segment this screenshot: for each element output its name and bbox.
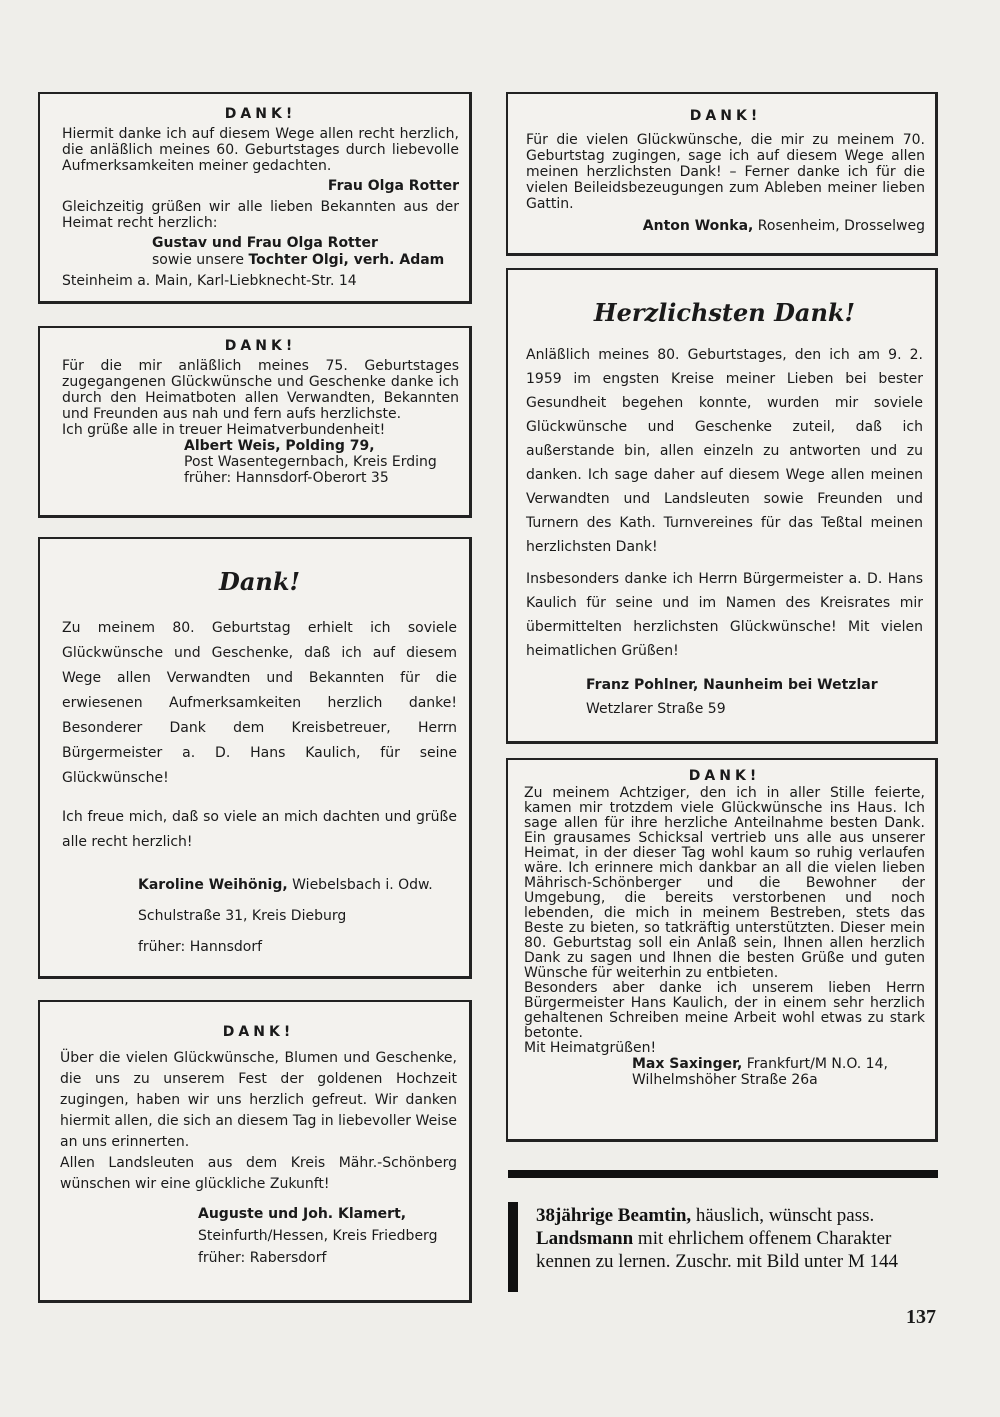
notice-text: Für die mir anläßlich meines 75. Geburtstages zugegangenen Glückwünsche und Geschenke danke ich durch den Heimatboten allen Verwandten, Bekannten und Freunden aus nah und fern aufs herzlichste. — [62, 358, 459, 422]
ad-bold-text: 38jährige Beamtin, — [536, 1205, 692, 1226]
notice-text: Zu meinem Achtziger, den ich in aller Stille feierte, kamen mir trotzdem viele Glückwünsche ins Haus. Ich sage allen für ihre herzliche Anteilnahme besten Dank. Ein grausames Schicksal vertrieb uns alle aus unserer Heimat, in der dieser Tag wohl kaum so ruhig verlaufen wäre. Ich erinnere mich dankbar an all die vielen lieben Mährisch-Schönberger und die Bewohner der Umgebung, die bereits verstorbenen und noch lebenden, die mich in meinem Bestreben, stets das Beste zu bieten, so tatkräftig unterstützten. Dieser mein 80. Geburtstag soll ein Anlaß sein, Ihnen allen herzlich Dank zu sagen und Ihnen die besten Grüße und guten Wünsche für weiterhin zu entbieten. — [524, 785, 925, 981]
signature-address: Steinheim a. Main, Karl-Liebknecht-Str. 14 — [62, 273, 357, 289]
ad-bold-text: Landsmann — [536, 1228, 634, 1249]
notice-text: Allen Landsleuten aus dem Kreis Mähr.-Schönberg wünschen wir eine glückliche Zukunft! — [60, 1155, 457, 1192]
signature-address: früher: Rabersdorf — [198, 1250, 327, 1266]
dank-notice-rotter — [38, 92, 472, 304]
notice-text: Gleichzeitig grüßen wir alle lieben Bekannten aus der Heimat recht herzlich: — [62, 199, 459, 231]
signature-address: Wetzlarer Straße 59 — [586, 701, 726, 717]
notice-text: Insbesonders danke ich Herrn Bürgermeister a. D. Hans Kaulich für seine und im Namen des Kreisrates mir übermittelten herzlichsten Glückwünsche! Mit vielen heimatlichen Grüßen! — [526, 571, 923, 659]
dank-notice-wonka — [506, 92, 938, 256]
notice-text: Für die vielen Glückwünsche, die mir zu meinem 70. Geburtstag zugingen, sage ich auf diesem Wege allen meinen herzlichsten Dank! – Ferner danke ich für die vielen Beileidsbezeugungen zum Ableben meiner lieben Gattin. — [526, 132, 925, 212]
ad-side-bar — [508, 1202, 518, 1292]
signature-name: Anton Wonka, — [642, 218, 754, 234]
signature-line — [62, 252, 459, 269]
notice-text: Ich grüße alle in treuer Heimatverbundenheit! — [62, 422, 386, 438]
signature-line — [524, 1056, 925, 1072]
ad-text: mit ehrlichem offenem Charakter kennen zu lernen. Zuschr. mit Bild unter M 144 — [536, 1228, 898, 1272]
signature-name: Frau Olga Rotter — [327, 178, 459, 194]
dank-notice-saxinger — [506, 758, 938, 1142]
signature-line — [62, 873, 457, 898]
signature-address: Post Wasentegernbach, Kreis Erding — [184, 454, 437, 470]
notice-heading: DANK! — [689, 108, 762, 124]
notice-heading: DANK! — [224, 338, 297, 354]
notice-heading: DANK! — [688, 768, 761, 784]
dank-notice-weihoenig — [38, 537, 472, 979]
signature-address: Steinfurth/Hessen, Kreis Friedberg — [198, 1228, 438, 1244]
dank-notice-pohlner — [506, 268, 938, 744]
notice-text: Zu meinem 80. Geburtstag erhielt ich soviele Glückwünsche und Geschenke, daß ich auf diesem Wege allen Verwandten und Bekannten für die erwiesenen Aufmerksamkeiten herzlich danke! Besonderer Dank dem Kreisbetreuer, Herrn Bürgermeister a. D. Hans Kaulich, für seine Glückwünsche! — [62, 620, 457, 786]
page-number: 137 — [906, 1306, 936, 1328]
signature-place: Wiebelsbach i. Odw. — [287, 877, 433, 893]
signature-name: Tochter Olgi, verh. Adam — [248, 252, 445, 268]
dank-notice-klamert — [38, 1000, 472, 1303]
classified-ad — [536, 1204, 940, 1273]
notice-heading: DANK! — [222, 1024, 295, 1040]
notice-text: Anläßlich meines 80. Geburtstages, den ich am 9. 2. 1959 im engsten Kreise meiner Lieben bei bester Gesundheit begehen konnte, wurden mir soviele Glückwünsche und Geschenke zuteil, daß ich außerstande bin, allen einzeln zu antworten und zu danken. Ich sage daher auf diesem Wege allen meinen Verwandten und Landsleuten sowie Freunden und Turnern des Kath. Turnvereines für das Teßtal meinen herzlichsten Dank! — [526, 347, 923, 555]
notice-text: Besonders aber danke ich unserem lieben Herrn Bürgermeister Hans Kaulich, der in einem sehr herzlich gehaltenen Schreiben meine Arbeit wohl etwas zu stark betonte. — [524, 980, 925, 1041]
notice-text: Ich freue mich, daß so viele an mich dachten und grüße alle recht herzlich! — [62, 809, 457, 850]
signature-line — [526, 218, 925, 235]
notice-text: Über die vielen Glückwünsche, Blumen und Geschenke, die uns zu unserem Fest der goldenen Hochzeit zugingen, haben wir uns herzlich gefreut. Wir danken hiermit allen, die sich an diesem Tag in liebevoller Weise an uns erinnerten. — [60, 1050, 457, 1150]
signature-address: früher: Hannsdorf-Oberort 35 — [184, 470, 389, 486]
signature-place: Rosenheim, Drosselweg — [753, 218, 925, 234]
notice-heading: Herzlichsten Dank! — [593, 298, 856, 327]
signature-address: früher: Hannsdorf — [138, 939, 263, 955]
signature-name: Franz Pohlner, Naunheim bei Wetzlar — [586, 677, 878, 693]
signature-address: Schulstraße 31, Kreis Dieburg — [138, 908, 347, 924]
signature-address: Wilhelmshöher Straße 26a — [632, 1072, 818, 1088]
notice-text: Mit Heimatgrüßen! — [524, 1040, 657, 1056]
ad-text: häuslich, wünscht pass. — [691, 1205, 875, 1226]
signature-name: Gustav und Frau Olga Rotter — [152, 235, 378, 251]
signature-place: Frankfurt/M N.O. 14, — [742, 1056, 888, 1072]
signature-name: Albert Weis, Polding 79, — [184, 438, 375, 454]
notice-heading: Dank! — [219, 567, 300, 596]
signature-name: Karoline Weihönig, — [138, 877, 288, 893]
signature-name: Auguste und Joh. Klamert, — [198, 1206, 407, 1222]
signature-name: Max Saxinger, — [632, 1056, 743, 1072]
signature-text: sowie unsere — [152, 252, 249, 268]
notice-heading: DANK! — [224, 106, 297, 122]
dank-notice-weis — [38, 326, 472, 518]
notice-text: Hiermit danke ich auf diesem Wege allen recht herzlich, die anläßlich meines 60. Geburtstages durch liebevolle Aufmerksamkeiten meiner gedachten. — [62, 126, 459, 174]
separator-rule — [508, 1170, 938, 1178]
